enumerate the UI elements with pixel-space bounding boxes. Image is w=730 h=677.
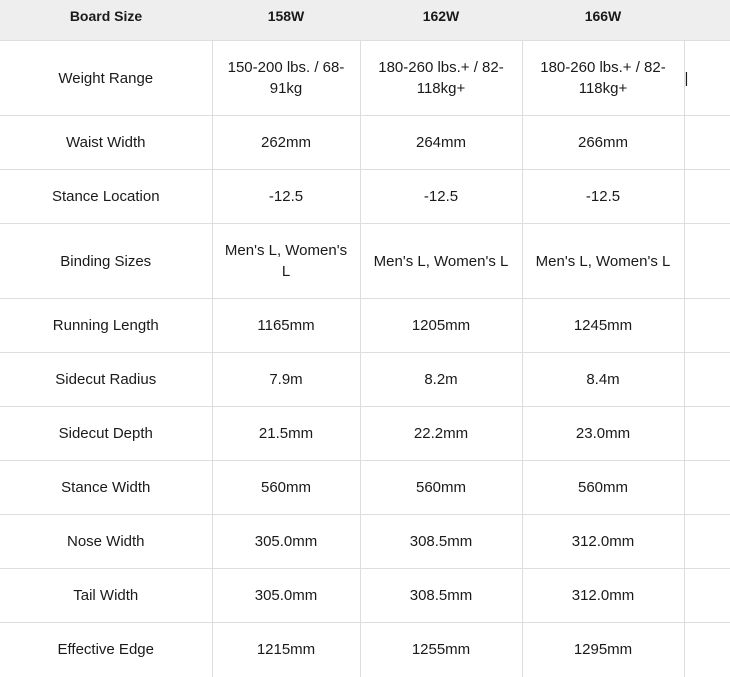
spec-value-cell: 308.5mm xyxy=(360,569,522,623)
table-row xyxy=(0,116,730,170)
table-row xyxy=(0,569,730,623)
header-board-size: Board Size xyxy=(0,0,212,41)
spec-value-cell: 312.0mm xyxy=(522,515,684,569)
row-label: Stance Width xyxy=(0,461,212,515)
spec-value-cell: Men's L, Women's L xyxy=(212,224,360,299)
partial-column-cell xyxy=(684,116,730,170)
row-label: Waist Width xyxy=(0,116,212,170)
spec-value-cell: 8.2m xyxy=(360,353,522,407)
spec-value-cell: 266mm xyxy=(522,116,684,170)
table-row xyxy=(0,407,730,461)
spec-value-cell: 560mm xyxy=(522,461,684,515)
partial-column-cell xyxy=(684,407,730,461)
partial-column-cell xyxy=(684,299,730,353)
partial-column-cell xyxy=(684,224,730,299)
spec-value-cell: 308.5mm xyxy=(360,515,522,569)
spec-value-cell: 560mm xyxy=(360,461,522,515)
spec-value-cell: 560mm xyxy=(212,461,360,515)
spec-value-cell: -12.5 xyxy=(522,170,684,224)
spec-value-cell: 1205mm xyxy=(360,299,522,353)
header-partial xyxy=(684,0,730,41)
row-label: Weight Range xyxy=(0,41,212,116)
partial-column-cell xyxy=(684,461,730,515)
header-row xyxy=(0,0,730,41)
table-row xyxy=(0,224,730,299)
spec-value-cell: 1215mm xyxy=(212,623,360,677)
spec-body xyxy=(0,41,730,677)
row-label: Sidecut Radius xyxy=(0,353,212,407)
spec-value-cell: 180-260 lbs.+ / 82-118kg+ xyxy=(360,41,522,116)
spec-value-cell: -12.5 xyxy=(212,170,360,224)
row-label: Stance Location xyxy=(0,170,212,224)
row-label: Nose Width xyxy=(0,515,212,569)
header-166w: 166W xyxy=(522,0,684,41)
table-row xyxy=(0,353,730,407)
spec-value-cell: Men's L, Women's L xyxy=(360,224,522,299)
partial-column-cell xyxy=(684,515,730,569)
spec-value-cell: 312.0mm xyxy=(522,569,684,623)
spec-value-cell: -12.5 xyxy=(360,170,522,224)
spec-value-cell: Men's L, Women's L xyxy=(522,224,684,299)
row-label: Effective Edge xyxy=(0,623,212,677)
table-row xyxy=(0,41,730,116)
spec-value-cell: 262mm xyxy=(212,116,360,170)
spec-value-cell: 23.0mm xyxy=(522,407,684,461)
spec-value-cell: 1245mm xyxy=(522,299,684,353)
table-row xyxy=(0,623,730,677)
row-label: Tail Width xyxy=(0,569,212,623)
partial-column-cell: | xyxy=(684,41,730,116)
spec-value-cell: 1165mm xyxy=(212,299,360,353)
spec-value-cell: 8.4m xyxy=(522,353,684,407)
spec-value-cell: 21.5mm xyxy=(212,407,360,461)
spec-value-cell: 180-260 lbs.+ / 82-118kg+ xyxy=(522,41,684,116)
row-label: Binding Sizes xyxy=(0,224,212,299)
partial-column-cell xyxy=(684,353,730,407)
table-row xyxy=(0,299,730,353)
partial-column-cell xyxy=(684,170,730,224)
spec-value-cell: 22.2mm xyxy=(360,407,522,461)
header-158w: 158W xyxy=(212,0,360,41)
row-label: Running Length xyxy=(0,299,212,353)
table-row xyxy=(0,170,730,224)
row-label: Sidecut Depth xyxy=(0,407,212,461)
spec-value-cell: 264mm xyxy=(360,116,522,170)
table-row xyxy=(0,461,730,515)
spec-value-cell: 1295mm xyxy=(522,623,684,677)
partial-column-cell xyxy=(684,569,730,623)
header-162w: 162W xyxy=(360,0,522,41)
table-row xyxy=(0,515,730,569)
spec-value-cell: 305.0mm xyxy=(212,515,360,569)
spec-value-cell: 1255mm xyxy=(360,623,522,677)
partial-column-cell xyxy=(684,623,730,677)
spec-value-cell: 150-200 lbs. / 68-91kg xyxy=(212,41,360,116)
spec-value-cell: 7.9m xyxy=(212,353,360,407)
spec-value-cell: 305.0mm xyxy=(212,569,360,623)
